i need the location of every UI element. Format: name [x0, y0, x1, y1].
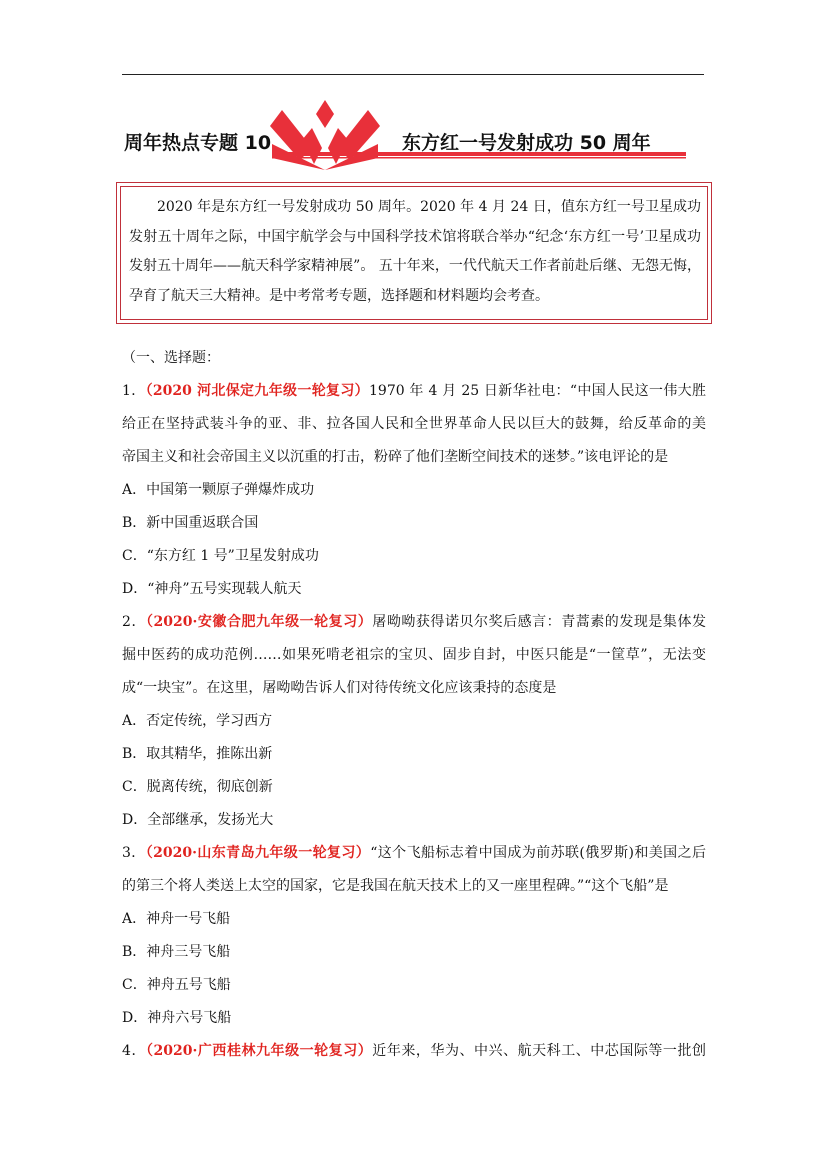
question-text: 屠呦呦获得诺贝尔奖后感言：青蒿素的发现是集体发: [372, 614, 706, 630]
page-title-right: 东方红一号发射成功 50 周年: [402, 132, 651, 154]
option-a: A．中国第一颗原子弹爆炸成功: [122, 482, 315, 498]
question-text: 近年来，华为、中兴、航天科工、中芯国际等一批创: [372, 1043, 706, 1059]
question-3: [122, 837, 706, 1035]
question-line: [122, 375, 706, 408]
intro-line: 发射五十周年——航天科学家精神展”。 五十年来，一代代航天工作者前赴后继、无怨无悔，: [129, 258, 701, 274]
question-2: [122, 606, 706, 837]
intro-line: 射五十周年之际，中国宇航学会与中国科学技术馆将联合举办“纪念‘东方红一号’卫星成功: [143, 228, 702, 245]
section-title: （一、选择题：: [122, 350, 220, 366]
question-number: 2．: [122, 614, 146, 630]
question-line: [122, 837, 706, 870]
question-line: 成“一块宝”。在这里，屠呦呦告诉人们对待传统文化应该秉持的态度是: [122, 680, 557, 696]
question-line: 帝国主义和社会帝国主义以沉重的打击，粉碎了他们垄断空间技术的迷梦。”该电评论的是: [122, 449, 669, 465]
question-section: [122, 342, 706, 1068]
question-source: （2020 河北保定九年级一轮复习）: [145, 383, 370, 399]
question-line: 掘中医药的成功范例……如果死啃老祖宗的宝贝、固步自封，中医只能是“一筐草”，无法变: [122, 647, 706, 663]
option-b: B．取其精华，推陈出新: [122, 746, 273, 762]
intro-line: 2020 年是东方红一号发射成功 50 周年。2020 年 4 月 24 日，值东方红一号卫星成功发: [129, 199, 701, 245]
header-rule: [122, 74, 704, 75]
question-number: 3．: [122, 845, 146, 861]
question-line: 的第三个将人类送上太空的国家，它是我国在航天技术上的又一座里程碑。”“这个飞船”是: [122, 878, 669, 894]
question-1: [122, 375, 706, 606]
question-line: [122, 1035, 706, 1068]
question-line: 给正在坚持武装斗争的亚、非、拉各国人民和全世界革命人民以巨大的鼓舞，给反革命的美: [122, 416, 706, 432]
intro-box: [116, 182, 712, 324]
option-b: B．神舟三号飞船: [122, 944, 231, 960]
intro-line: 孕育了航天三大精神。是中考常考专题，选择题和材料题均会考查。: [129, 287, 549, 304]
option-a: A．神舟一号飞船: [122, 911, 231, 927]
question-source: （2020·安徽合肥九年级一轮复习）: [145, 614, 373, 630]
question-4: [122, 1035, 706, 1068]
option-c: C．神舟五号飞船: [122, 977, 231, 993]
option-d: D．神舟六号飞船: [122, 1010, 232, 1026]
question-source: （2020·广西桂林九年级一轮复习）: [145, 1043, 373, 1059]
option-a: A．否定传统，学习西方: [122, 713, 273, 729]
intro-text: [129, 193, 701, 311]
question-line: [122, 606, 706, 639]
option-c: C．“东方红 1 号”卫星发射成功: [122, 548, 319, 564]
option-c: C．脱离传统，彻底创新: [122, 779, 273, 795]
option-b: B．新中国重返联合国: [122, 515, 259, 531]
question-number: 1．: [122, 383, 146, 399]
option-d: D．“神舟”五号实现载人航天: [122, 581, 302, 597]
page-title-left: 周年热点专题 10: [124, 132, 272, 154]
question-text: “这个飞船标志着中国成为前苏联(俄罗斯)和美国之后: [370, 845, 706, 861]
question-source: （2020·山东青岛九年级一轮复习）: [145, 845, 371, 861]
option-d: D．全部继承，发扬光大: [122, 812, 274, 828]
question-text: 1970 年 4 月 25 日新华社电：“中国人民这一伟大胜: [369, 383, 706, 399]
question-number: 4．: [122, 1043, 146, 1059]
